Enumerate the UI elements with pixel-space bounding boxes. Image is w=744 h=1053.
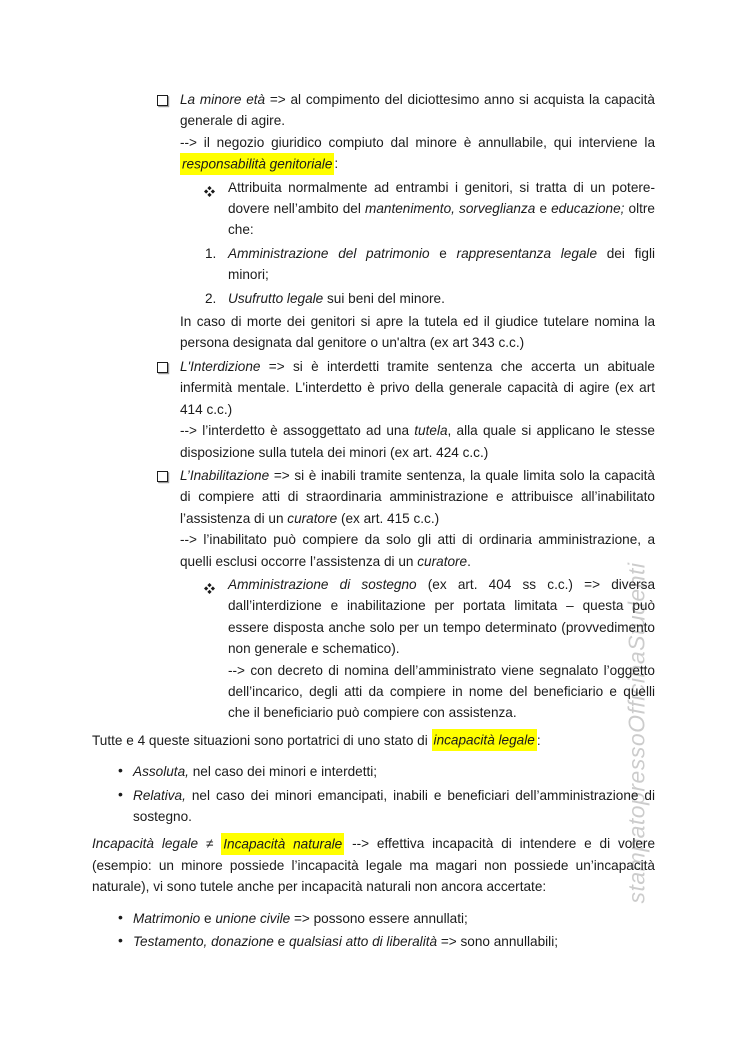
text-run: Testamento, donazione: [133, 934, 274, 950]
text-run: , alla quale si applicano le stesse disposizione sulla tutela dei minori (ex art. 424 c.c.): [180, 423, 655, 460]
block-bullet: [92, 908, 655, 929]
paragraph-text: [180, 314, 655, 350]
checkbox-bullet-icon: [157, 471, 168, 482]
text-run: ≠: [198, 836, 222, 852]
text-run: sui beni del minore.: [323, 290, 445, 306]
paragraph-text: [133, 934, 558, 949]
diamond-bullet-icon: [204, 182, 215, 193]
text-run: tutela: [414, 423, 448, 439]
block-diamond: [92, 177, 655, 241]
text-run: rappresentanza legale: [456, 245, 598, 261]
text-run: --> l’inabilitato può compiere da solo gli atti di ordinaria amministrazione, a quelli esclusi occorre l’assistenza di un: [180, 532, 655, 569]
text-run: --> effettiva incapacità di intendere e di volere (esempio: un minore possiede l’incapacità legale ma magari non possiede un’incapacità naturale), vi sono tutele anche per incapacità naturali non ancora accertate:: [92, 836, 656, 895]
paragraph-text: [180, 359, 655, 460]
block-check: [92, 465, 655, 572]
text-run: (ex art. 404 ss c.c.) => diversa dall’interdizione e inabilitazione per portata limitata – questa può essere disposta anche solo per un tempo determinato (provvedimento non generale e schematico).: [228, 576, 656, 657]
block-number: [92, 288, 655, 309]
text-run: => si è interdetti tramite sentenza che accerta un abituale infermità mentale. L'interdetto è privo della generale capacità di agire (ex art 414 c.c.): [180, 358, 655, 417]
highlighted-text-run: responsabilità genitoriale: [180, 153, 334, 175]
text-run: e: [273, 934, 289, 950]
paragraph-text: [228, 291, 445, 306]
block-para: [92, 730, 655, 751]
text-run: dei figli minori;: [228, 245, 655, 283]
text-run: Usufrutto legale: [228, 290, 324, 306]
text-run: unione civile: [215, 910, 291, 926]
text-run: L’Inabilitazione: [180, 467, 270, 483]
text-run: curatore: [417, 553, 468, 569]
text-run: La minore età: [180, 92, 266, 107]
text-run: Attribuita normalmente ad entrambi i genitori, si tratta di un potere-dovere nell’ambito del: [228, 179, 655, 217]
text-run: (ex art. 415 c.c.): [337, 510, 440, 526]
text-run: L'Interdizione: [180, 358, 261, 374]
text-run: :: [536, 732, 541, 748]
paragraph-text: [133, 911, 468, 926]
paragraph-text: [133, 764, 377, 779]
text-run: Amministrazione del patrimonio: [228, 245, 430, 261]
block-diamond: [92, 574, 655, 724]
paragraph-text: [228, 246, 655, 282]
document-content: [92, 89, 655, 954]
text-run: In caso di morte dei genitori si apre la tutela ed il giudice tutelare nomina la persona designata dal genitore o un'altra (ex art 343 c.c.): [180, 314, 655, 351]
block-number: [92, 243, 655, 286]
paragraph-text: [180, 92, 655, 175]
text-run: --> con decreto di nomina dell’amministrato viene segnalato l’oggetto dell’incarico, degli atti da compiere in nome del beneficiario e quelli che il beneficiario può compiere con assistenza.: [228, 662, 655, 721]
paragraph-text: [228, 180, 655, 238]
checkbox-bullet-icon: [157, 362, 168, 373]
paragraph-text: [228, 577, 655, 720]
list-number-label: 2.: [205, 290, 217, 306]
text-run: nel caso dei minori emancipati, inabili e beneficiari dell’amministrazione di sostegno.: [133, 787, 655, 824]
text-run: educazione;: [551, 201, 625, 217]
text-run: e: [535, 201, 552, 217]
paragraph-text: [180, 468, 655, 569]
text-run: --> il negozio giuridico compiuto dal minore è annullabile, qui interviene la: [180, 134, 655, 150]
text-run: => si è inabili tramite sentenza, la quale limita solo la capacità di compiere atti di straordinaria amministrazione e attribuisce all’inabilitato l’assistenza di un: [180, 467, 655, 526]
text-run: => possono essere annullati;: [290, 910, 468, 926]
text-run: => al compimento del diciottesimo anno si acquista la capacità generale di agire.: [180, 92, 655, 129]
text-run: oltre che:: [228, 201, 655, 238]
bullet-icon: •: [118, 908, 123, 925]
text-run: mantenimento, sorveglianza: [365, 201, 536, 217]
diamond-bullet-icon: [204, 579, 215, 590]
highlighted-text-run: incapacità legale: [432, 729, 537, 751]
text-run: nel caso dei minori e interdetti;: [188, 764, 378, 780]
highlighted-text-run: Incapacità naturale: [221, 833, 344, 855]
text-run: --> l’interdetto è assoggettato ad una: [180, 423, 415, 439]
block-cont: [92, 311, 655, 354]
text-run: Incapacità legale: [92, 836, 199, 852]
text-run: Assoluta,: [133, 764, 189, 780]
block-bullet: [92, 931, 655, 952]
text-run: .: [467, 553, 471, 569]
text-run: curatore: [287, 510, 338, 526]
block-bullet: [92, 785, 655, 828]
text-run: qualsiasi atto di liberalità: [288, 934, 438, 950]
text-run: e: [429, 245, 457, 261]
block-check: [92, 356, 655, 463]
list-number-label: 1.: [205, 245, 217, 261]
watermark-text: stampatopressoOfficinaStudenti: [623, 562, 650, 904]
text-run: Relativa,: [133, 787, 186, 803]
text-run: Amministrazione di sostegno: [228, 576, 417, 592]
paragraph-text: [92, 833, 655, 894]
bullet-icon: •: [118, 762, 123, 779]
block-check: [92, 89, 655, 175]
text-run: Matrimonio: [133, 910, 201, 926]
paragraph-text: [92, 729, 541, 751]
checkbox-bullet-icon: [157, 95, 168, 106]
text-run: e: [200, 910, 216, 926]
paragraph-text: [133, 788, 655, 824]
text-run: => sono annullabili;: [437, 934, 558, 950]
bullet-icon: •: [118, 785, 123, 802]
bullet-icon: •: [118, 932, 123, 949]
text-run: Tutte e 4 queste situazioni sono portatrici di uno stato di: [92, 732, 432, 748]
block-para: [92, 833, 655, 897]
block-bullet: [92, 761, 655, 782]
text-run: :: [334, 156, 339, 172]
